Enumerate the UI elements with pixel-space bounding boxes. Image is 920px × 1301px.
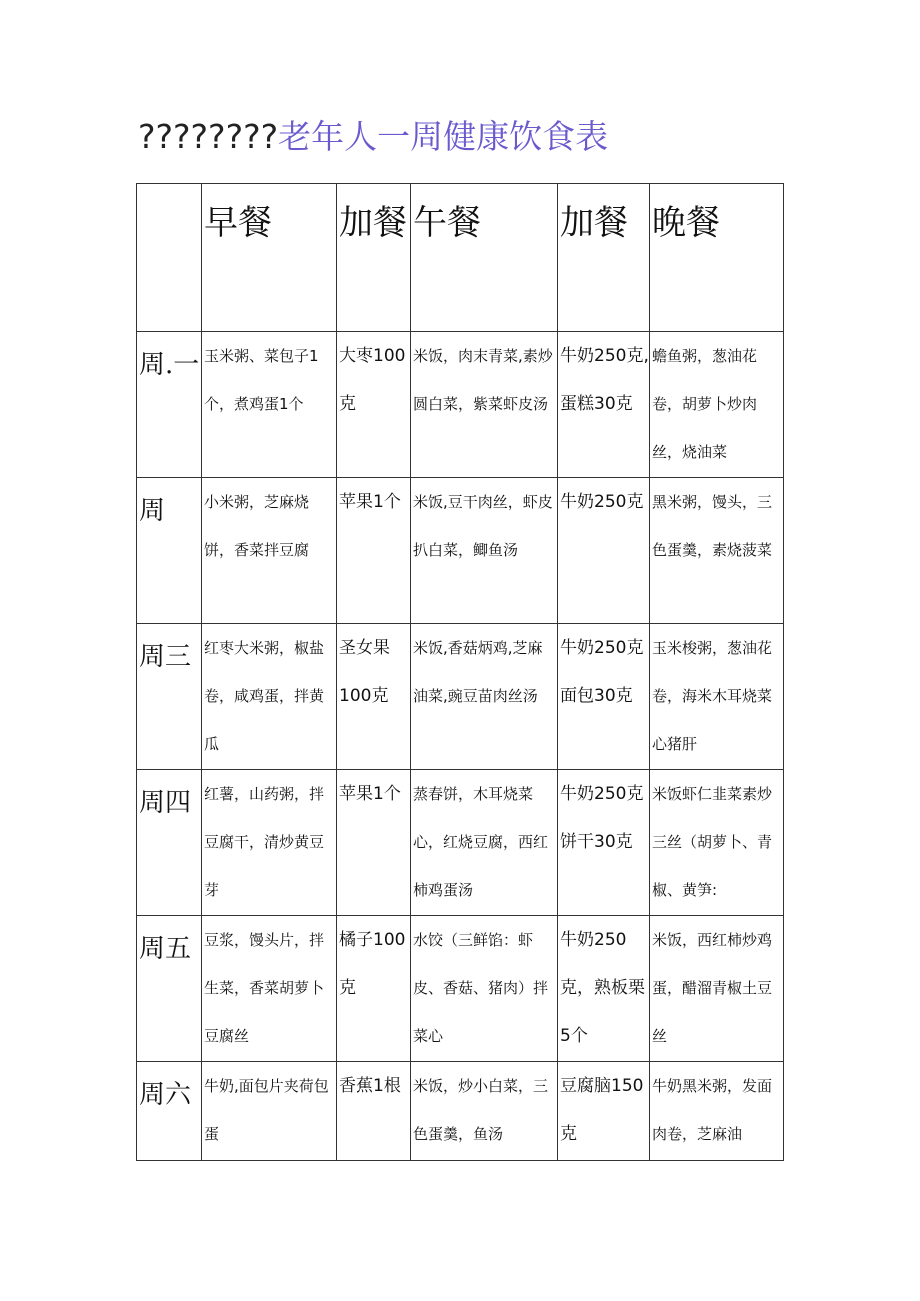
meal-table [136, 183, 784, 1161]
header-dinner: 晚餐 [650, 184, 784, 332]
table-row [137, 916, 784, 1062]
day-label: 周 [137, 478, 202, 624]
lunch-cell: 米饭，肉末青菜,素炒圆白菜，紫菜虾皮汤 [411, 332, 558, 478]
day-label: 周六 [137, 1062, 202, 1161]
dinner-cell: 米饭虾仁韭菜素炒三丝（胡萝卜、青椒、黄笋: [650, 770, 784, 916]
day-label: 周.一 [137, 332, 202, 478]
snack-2-cell: 牛奶250克 [558, 478, 650, 624]
header-snack-1: 加餐 [337, 184, 411, 332]
table-row [137, 332, 784, 478]
day-label: 周四 [137, 770, 202, 916]
breakfast-cell: 豆浆，馒头片，拌生菜，香菜胡萝卜豆腐丝 [202, 916, 337, 1062]
snack-1-cell: 香蕉1根 [337, 1062, 411, 1161]
lunch-cell: 蒸春饼，木耳烧菜心，红烧豆腐，西红柿鸡蛋汤 [411, 770, 558, 916]
breakfast-cell: 玉米粥、菜包子1个，煮鸡蛋1个 [202, 332, 337, 478]
header-lunch: 午餐 [411, 184, 558, 332]
lunch-cell: 水饺（三鲜馅：虾皮、香菇、猪肉）拌菜心 [411, 916, 558, 1062]
snack-1-cell: 苹果1个 [337, 478, 411, 624]
header-corner [137, 184, 202, 332]
breakfast-cell: 小米粥，芝麻烧饼，香菜拌豆腐 [202, 478, 337, 624]
snack-1-cell: 苹果1个 [337, 770, 411, 916]
table-row [137, 478, 784, 624]
header-snack-2: 加餐 [558, 184, 650, 332]
header-breakfast: 早餐 [202, 184, 337, 332]
day-label: 周五 [137, 916, 202, 1062]
snack-2-cell: 牛奶250克面包30克 [558, 624, 650, 770]
snack-2-cell: 牛奶250克饼干30克 [558, 770, 650, 916]
dinner-cell: 米饭，西红柿炒鸡蛋，醋溜青椒土豆丝 [650, 916, 784, 1062]
lunch-cell: 米饭，炒小白菜，三色蛋羹，鱼汤 [411, 1062, 558, 1161]
dinner-cell: 蟾鱼粥，葱油花卷，胡萝卜炒肉丝，烧油菜 [650, 332, 784, 478]
breakfast-cell: 红薯，山药粥，拌豆腐干，清炒黄豆芽 [202, 770, 337, 916]
page-title [138, 112, 608, 162]
title-text: 老年人一周健康饮食表 [278, 117, 609, 156]
lunch-cell: 米饭,豆干肉丝，虾皮扒白菜，鲫鱼汤 [411, 478, 558, 624]
table-row [137, 1062, 784, 1161]
snack-2-cell: 豆腐脑150克 [558, 1062, 650, 1161]
breakfast-cell: 牛奶,面包片夹荷包蛋 [202, 1062, 337, 1161]
table-row [137, 624, 784, 770]
snack-1-cell: 圣女果100克 [337, 624, 411, 770]
dinner-cell: 黑米粥，馒头，三色蛋羹，素烧菠菜 [650, 478, 784, 624]
snack-1-cell: 橘子100克 [337, 916, 411, 1062]
day-label: 周三 [137, 624, 202, 770]
snack-1-cell: 大枣100克 [337, 332, 411, 478]
snack-2-cell: 牛奶250克,蛋糕30克 [558, 332, 650, 478]
header-row [137, 184, 784, 332]
snack-2-cell: 牛奶250克，熟板栗5个 [558, 916, 650, 1062]
breakfast-cell: 红枣大米粥，椒盐卷，咸鸡蛋，拌黄瓜 [202, 624, 337, 770]
dinner-cell: 牛奶黑米粥，发面肉卷，芝麻油 [650, 1062, 784, 1161]
dinner-cell: 玉米梭粥，葱油花卷，海米木耳烧菜心猪肝 [650, 624, 784, 770]
lunch-cell: 米饭,香菇炳鸡,芝麻油菜,豌豆苗肉丝汤 [411, 624, 558, 770]
title-prefix: ???????? [138, 117, 279, 156]
table-row [137, 770, 784, 916]
